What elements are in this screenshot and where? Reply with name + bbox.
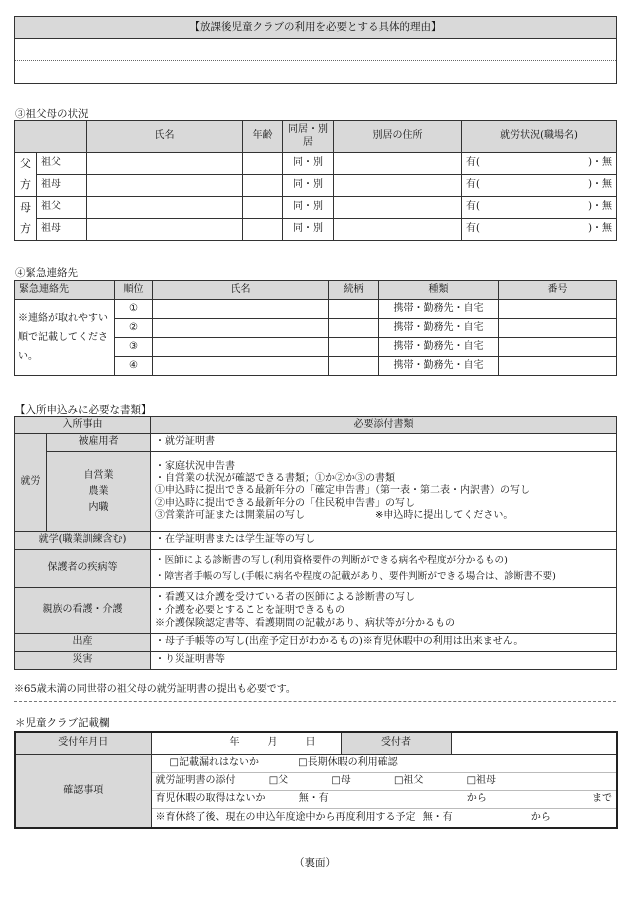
club-heading: ＊児童クラブ記載欄: [15, 717, 110, 729]
order-cell: ①: [115, 300, 153, 319]
type-cell[interactable]: 携帯・勤務先・自宅: [379, 357, 499, 376]
proof-label: 就労証明書の添付: [155, 774, 236, 786]
work-cell[interactable]: 有( )・無: [462, 219, 617, 241]
name-cell[interactable]: [87, 153, 243, 175]
care-label: 親族の看護・介護: [15, 588, 151, 634]
receiver-field[interactable]: [451, 732, 617, 754]
proof-father[interactable]: □父: [268, 774, 289, 786]
col-age: 年齢: [243, 121, 283, 153]
proof-mother[interactable]: □母: [331, 774, 351, 786]
age-cell[interactable]: [243, 175, 283, 197]
col-type: 種類: [379, 281, 499, 300]
order-cell: ③: [115, 338, 153, 357]
receiver-label: 受付者: [341, 732, 451, 754]
work-cell[interactable]: 有( )・無: [462, 175, 617, 197]
self-employed-label: 自営業 農業 内職: [47, 452, 151, 532]
role-grandfather: 祖父: [37, 153, 87, 175]
birth-label: 出産: [15, 634, 151, 652]
col-reason: 入所事由: [15, 417, 151, 434]
address-cell[interactable]: [334, 197, 462, 219]
documents-footnote: ※65歳未満の同世帯の祖父母の就労証明書の提出も必要です。: [14, 684, 296, 695]
reason-line-2[interactable]: [15, 61, 616, 83]
reuse-row: [151, 808, 617, 828]
relation-cell[interactable]: [329, 357, 379, 376]
type-cell[interactable]: 携帯・勤務先・自宅: [379, 300, 499, 319]
col-docs: 必要添付書類: [151, 417, 617, 434]
role-grandmother: 祖母: [37, 219, 87, 241]
address-cell[interactable]: [334, 153, 462, 175]
reason-box: [14, 16, 617, 84]
contact-name-cell[interactable]: [153, 357, 329, 376]
relation-cell[interactable]: [329, 338, 379, 357]
living-cell[interactable]: 同・別: [283, 175, 334, 197]
documents-heading: 【入所申込みに必要な書類】: [15, 404, 152, 416]
reuse-label: ※育休終了後、現在の申込年度途中から再度利用する予定: [155, 811, 416, 823]
relation-cell[interactable]: [329, 300, 379, 319]
age-cell[interactable]: [243, 219, 283, 241]
reuse-value[interactable]: 無・有: [422, 811, 453, 823]
number-cell[interactable]: [499, 357, 617, 376]
proof-row: [151, 772, 617, 790]
col-name: 氏名: [87, 121, 243, 153]
col-living: 同居・別居: [283, 121, 334, 153]
contact-name-cell[interactable]: [153, 319, 329, 338]
employee-label: 被雇用者: [47, 434, 151, 452]
col-order: 順位: [115, 281, 153, 300]
divider: [14, 701, 616, 702]
contact-name-cell[interactable]: [153, 300, 329, 319]
study-label: 就学(職業訓練含む): [15, 532, 151, 550]
work-cell[interactable]: 有( )・無: [462, 153, 617, 175]
leave-row: [151, 790, 617, 808]
col-number: 番号: [499, 281, 617, 300]
age-cell[interactable]: [243, 153, 283, 175]
address-cell[interactable]: [334, 175, 462, 197]
name-cell[interactable]: [87, 175, 243, 197]
proof-grandfather[interactable]: □祖父: [393, 774, 424, 786]
side-paternal: 父方: [15, 153, 37, 197]
living-cell[interactable]: 同・別: [283, 197, 334, 219]
check-row: [151, 754, 617, 772]
illness-docs: ・医師による診断書の写し(利用資格要件の判断ができる病名や程度が分かるもの) ・障害者手帳の写し(手帳に病名や程度の記載があり、要件判断ができる場合は、診断書不要): [151, 550, 617, 588]
illness-label: 保護者の疾病等: [15, 550, 151, 588]
emergency-note: ※連絡が取れやすい順で記載してください。: [15, 300, 115, 376]
col-contact-name: 氏名: [153, 281, 329, 300]
side-maternal: 母方: [15, 197, 37, 241]
address-cell[interactable]: [334, 219, 462, 241]
work-cell[interactable]: 有( )・無: [462, 197, 617, 219]
emergency-label: 緊急連絡先: [15, 281, 115, 300]
check-long-vacation[interactable]: □長期休暇の利用確認: [298, 756, 398, 768]
check-omissions[interactable]: □記載漏れはないか: [169, 756, 259, 768]
date-field[interactable]: 年 月 日: [151, 732, 341, 754]
col-address: 別居の住所: [334, 121, 462, 153]
type-cell[interactable]: 携帯・勤務先・自宅: [379, 319, 499, 338]
date-label: 受付年月日: [15, 732, 151, 754]
type-cell[interactable]: 携帯・勤務先・自宅: [379, 338, 499, 357]
col-relation: 続柄: [329, 281, 379, 300]
leave-label: 育児休暇の取得はないか: [155, 792, 266, 804]
role-grandmother: 祖母: [37, 175, 87, 197]
leave-value[interactable]: 無・有: [298, 792, 329, 804]
order-cell: ④: [115, 357, 153, 376]
name-cell[interactable]: [87, 197, 243, 219]
self-employed-docs: ・家庭状況申告書 ・自営業の状況が確認できる書類；①か②か③の書類 ①申込時に提出できる最新年分の「確定申告書」（第一表・第二表・内訳書）の写し ②申込時に提出できる最新年分の「住民税申告書」の写し ③営業許可証または開業届の写し ※申込時に提出してください。: [151, 452, 617, 532]
order-cell: ②: [115, 319, 153, 338]
employee-doc: ・就労証明書: [151, 434, 617, 452]
disaster-label: 災害: [15, 652, 151, 670]
name-cell[interactable]: [87, 219, 243, 241]
leave-from: から: [466, 792, 487, 804]
reason-title: 【放課後児童クラブの利用を必要とする具体的理由】: [15, 17, 616, 39]
number-cell[interactable]: [499, 338, 617, 357]
relation-cell[interactable]: [329, 319, 379, 338]
leave-until: まで: [592, 792, 612, 804]
grandparents-heading: ③祖父母の状況: [15, 108, 89, 120]
age-cell[interactable]: [243, 197, 283, 219]
grandparents-table: [14, 120, 617, 241]
birth-doc: ・母子手帳等の写し(出産予定日がわかるもの)※育児休暇中の利用は出来ません。: [151, 634, 617, 652]
col-work: 就労状況(職場名): [462, 121, 617, 153]
page-footer: （裏面）: [294, 857, 336, 869]
role-grandfather: 祖父: [37, 197, 87, 219]
contact-name-cell[interactable]: [153, 338, 329, 357]
documents-table: [14, 416, 617, 670]
disaster-doc: ・り災証明書等: [151, 652, 617, 670]
living-cell[interactable]: 同・別: [283, 153, 334, 175]
reason-line-1[interactable]: [15, 39, 616, 61]
emergency-table: [14, 280, 617, 376]
number-cell[interactable]: [499, 319, 617, 338]
reuse-from: から: [530, 811, 551, 823]
proof-grandmother[interactable]: □祖母: [466, 774, 497, 786]
living-cell[interactable]: 同・別: [283, 219, 334, 241]
emergency-heading: ④緊急連絡先: [15, 267, 78, 279]
confirm-label: 確認事項: [15, 754, 151, 828]
work-label: 就労: [15, 434, 47, 532]
club-table: [14, 731, 618, 829]
number-cell[interactable]: [499, 300, 617, 319]
care-docs: ・看護又は介護を受けている者の医師による診断書の写し ・介護を必要とすることを証明できるもの ※介護保険認定書等、看護期間の記載があり、病状等が分かるもの: [151, 588, 617, 634]
study-doc: ・在学証明書または学生証等の写し: [151, 532, 617, 550]
